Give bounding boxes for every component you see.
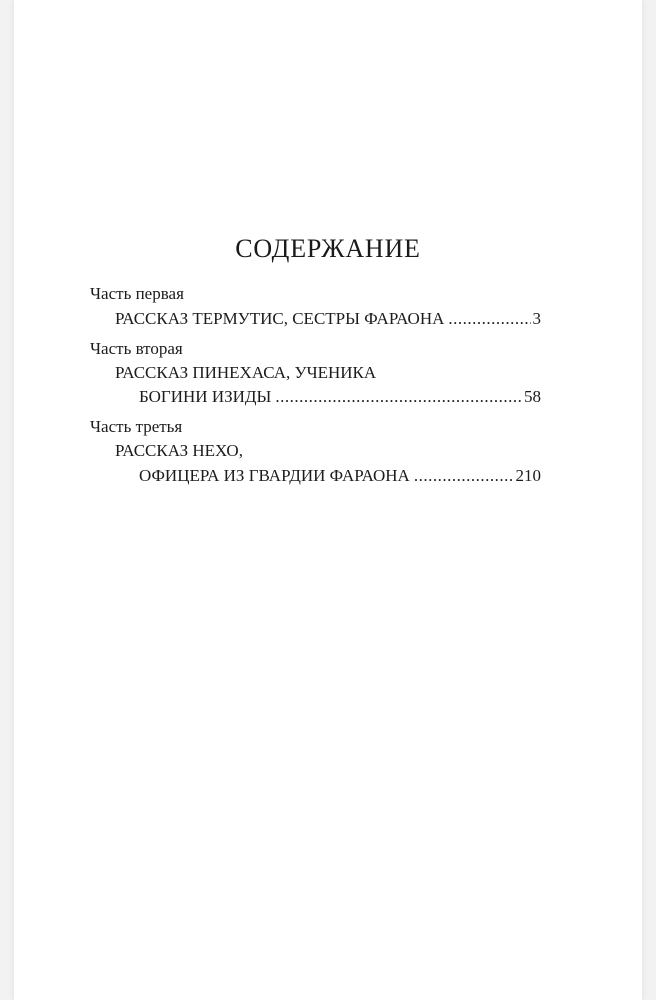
toc-entry-part-3[interactable] — [139, 466, 541, 486]
toc-entry-part-1[interactable] — [115, 309, 541, 329]
dot-leader — [414, 466, 514, 486]
part-1-title: РАССКАЗ ТЕРМУТИС, СЕСТРЫ ФАРАОНА — [115, 309, 445, 328]
part-3-title-line-1: РАССКАЗ НЕХО, — [115, 441, 243, 460]
dot-leader — [275, 387, 522, 407]
book-page — [14, 0, 642, 1000]
part-1-label: Часть первая — [90, 284, 184, 303]
part-3-label: Часть третья — [90, 417, 183, 436]
part-3-title-line-2: ОФИЦЕРА ИЗ ГВАРДИИ ФАРАОНА — [139, 466, 410, 485]
part-2-label: Часть вторая — [90, 339, 183, 358]
toc-entry-part-2[interactable] — [139, 387, 541, 407]
part-2-title-line-2: БОГИНИ ИЗИДЫ — [139, 387, 272, 406]
toc-title: СОДЕРЖАНИЕ — [235, 234, 421, 263]
part-2-page-number: 58 — [524, 387, 541, 406]
part-3-page-number: 210 — [515, 466, 541, 485]
part-1-page-number: 3 — [532, 309, 541, 328]
dot-leader — [448, 309, 530, 329]
part-2-title-line-1: РАССКАЗ ПИНЕХАСА, УЧЕНИКА — [115, 363, 377, 382]
